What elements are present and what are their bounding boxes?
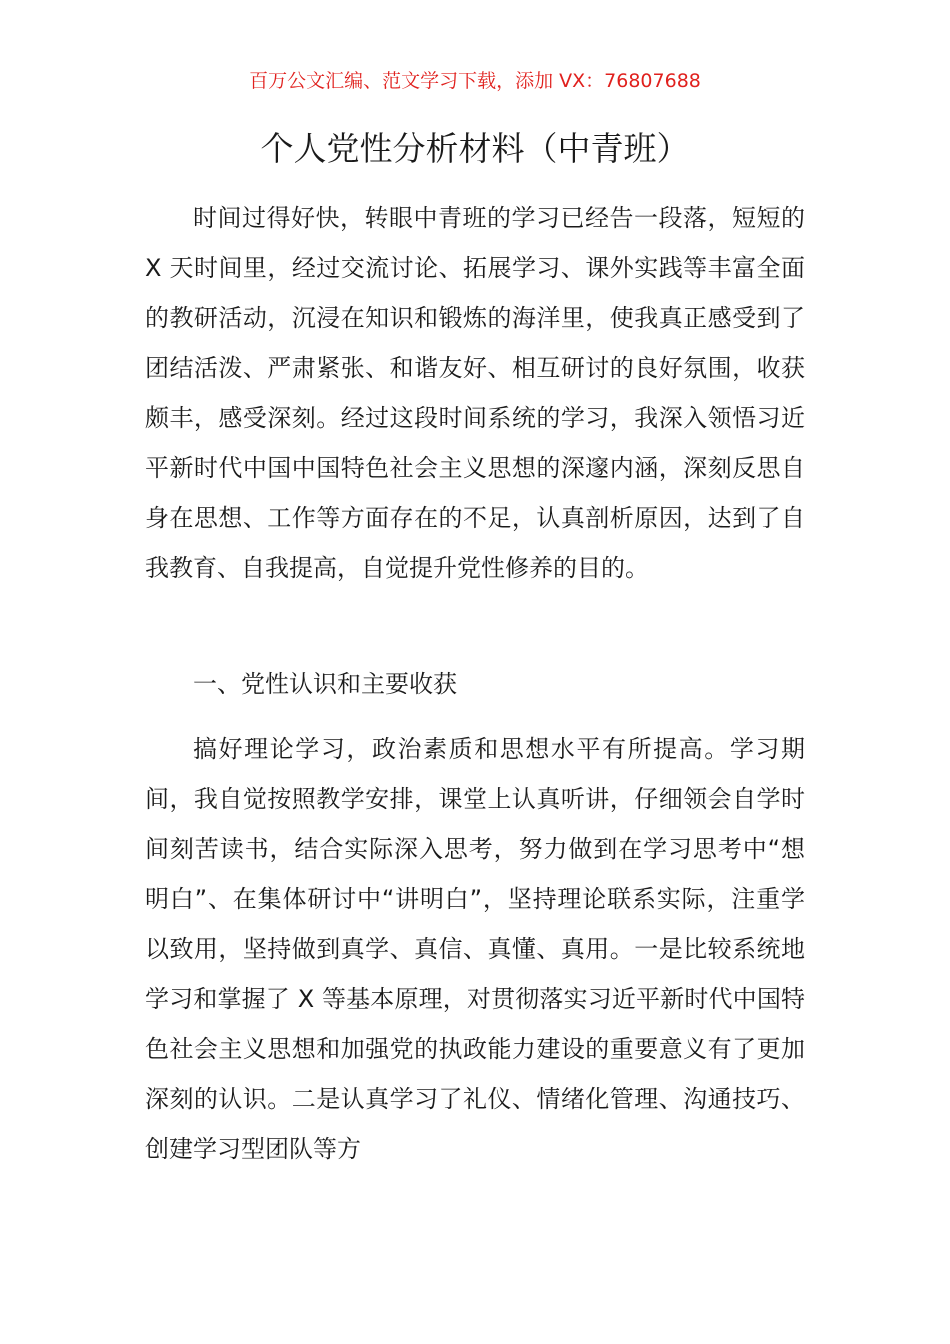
document-title: 个人党性分析材料（中青班） [260, 129, 690, 168]
theory-study-paragraph-block [145, 724, 805, 1174]
section-heading: 一、党性认识和主要收获 [193, 670, 457, 698]
intro-paragraph-block [145, 193, 805, 593]
header-download-note: 百万公文汇编、范文学习下载，添加 VX：76807688 [249, 70, 701, 92]
intro-paragraph: 时间过得好快，转眼中青班的学习已经告一段落，短短的 X 天时间里，经过交流讨论、拓展学习、课外实践等丰富全面的教研活动，沉浸在知识和锻炼的海洋里，使我真正感受到了团结活泼、严肃紧张、和谐友好、相互研讨的良好氛围，收获颇丰，感受深刻。经过这段时间系统的学习，我深入领悟习近平新时代中国中国特色社会主义思想的深邃内涵，深刻反思自身在思想、工作等方面存在的不足，认真剖析原因，达到了自我教育、自我提高，自觉提升党性修养的目的。 [145, 204, 805, 582]
section-heading-block [145, 659, 805, 709]
theory-study-paragraph: 搞好理论学习，政治素质和思想水平有所提高。学习期间，我自觉按照教学安排，课堂上认真听讲，仔细领会自学时间刻苦读书，结合实际深入思考，努力做到在学习思考中“想明白”、在集体研讨中“讲明白”，坚持理论联系实际，注重学以致用，坚持做到真学、真信、真懂、真用。一是比较系统地学习和掌握了 X 等基本原理，对贯彻落实习近平新时代中国特色社会主义思想和加强党的执政能力建设的重要意义有了更加深刻的认识。二是认真学习了礼仪、情绪化管理、沟通技巧、创建学习型团队等方 [145, 735, 805, 1163]
